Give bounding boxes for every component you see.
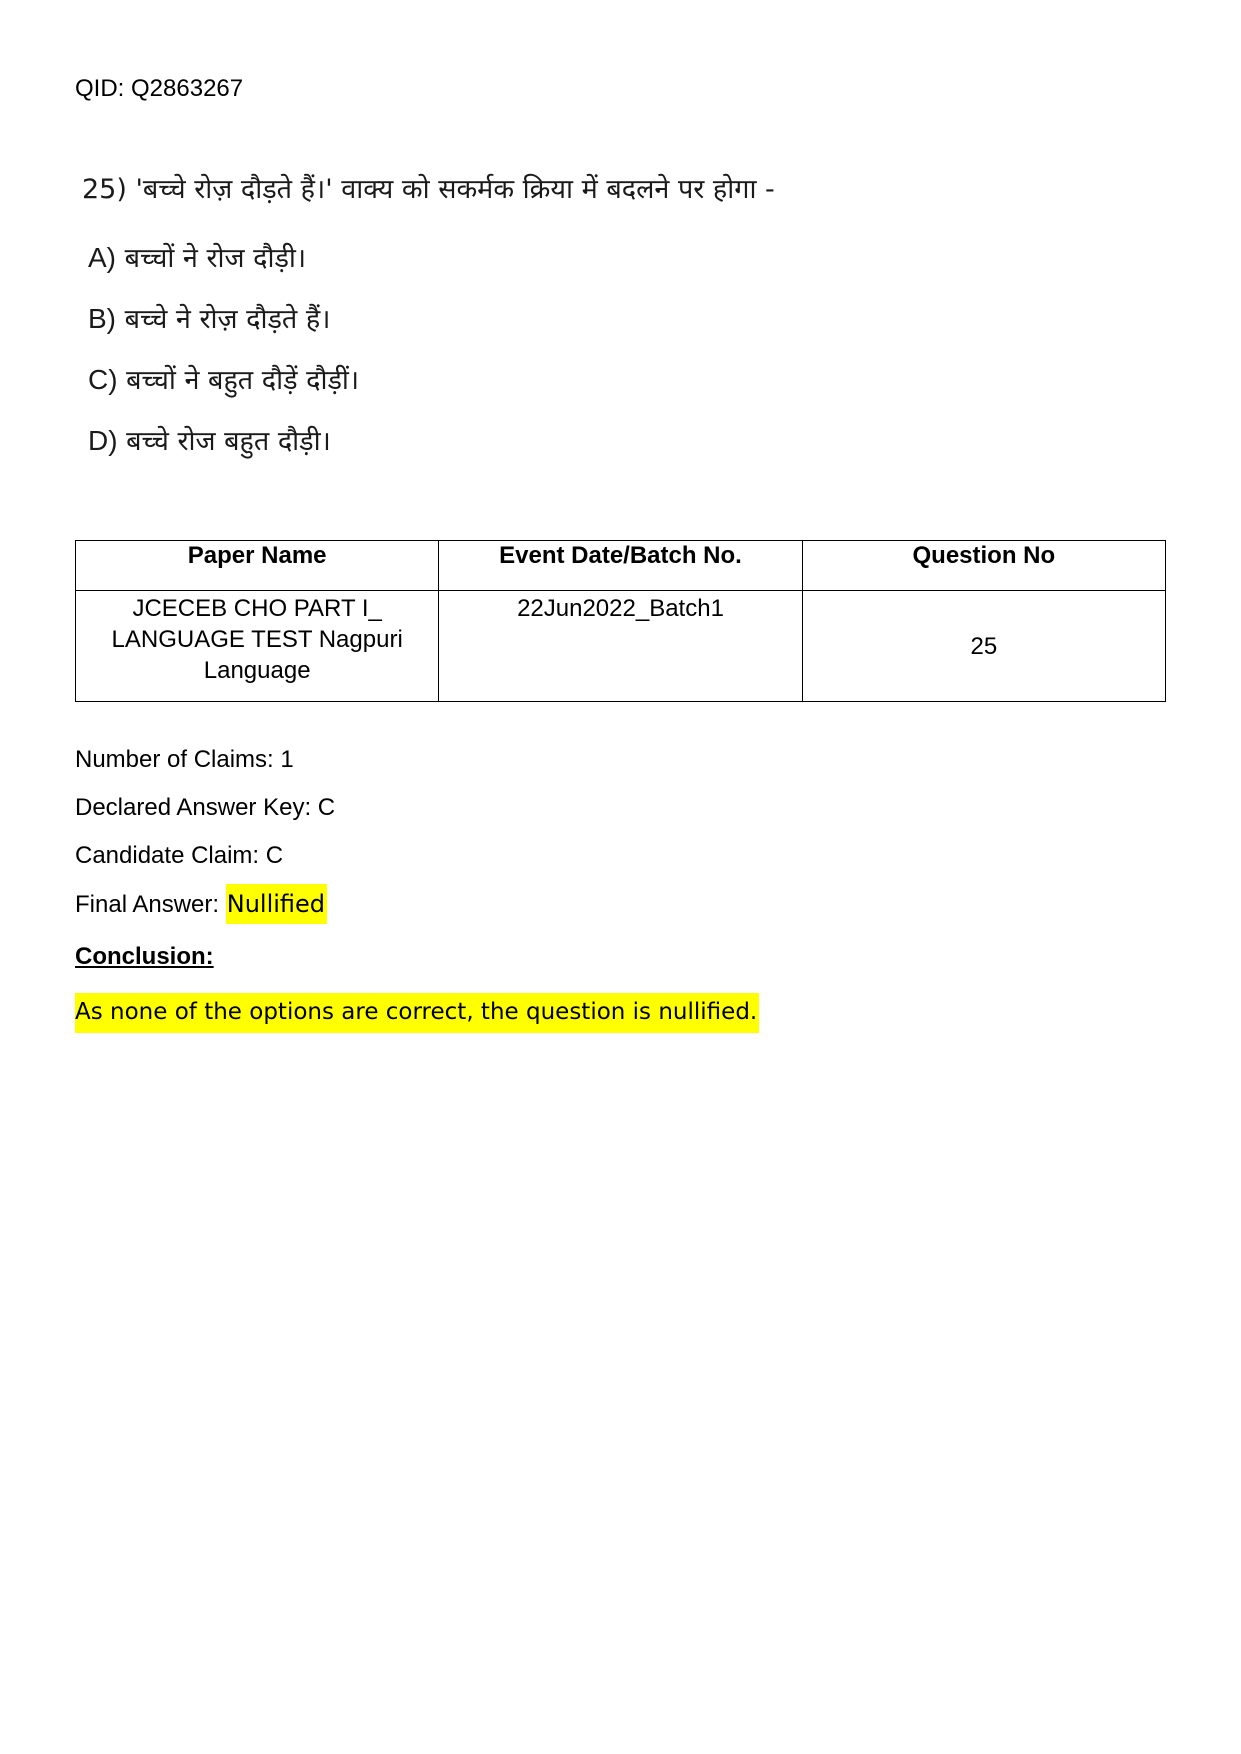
option-letter: A) (88, 242, 116, 273)
option-text: बच्चे रोज बहुत दौड़ी। (126, 426, 331, 457)
question-text: 25) 'बच्चे रोज़ दौड़ते हैं।' वाक्य को सकर्मक क्रिया में बदलने पर होगा - (82, 174, 775, 205)
cell-paper-name: JCECEB CHO PART I_ LANGUAGE TEST Nagpuri Language (76, 591, 439, 702)
cell-question-no: 25 (802, 591, 1165, 702)
final-answer (75, 889, 759, 937)
final-answer-label: Final Answer: (75, 891, 226, 918)
header-question-no: Question No (802, 541, 1165, 591)
paper-info-table (75, 540, 1166, 702)
question-block (82, 170, 775, 482)
declared-answer-key: Declared Answer Key: C (75, 794, 336, 821)
candidate-claim: Candidate Claim: C (75, 842, 284, 869)
table-row (76, 591, 1166, 702)
option-text: बच्चों ने बहुत दौड़ें दौड़ीं। (126, 365, 360, 396)
conclusion-label: Conclusion: (75, 943, 214, 970)
final-answer-value: Nullified (226, 884, 327, 924)
claims-section (75, 745, 759, 1033)
options-list (82, 238, 775, 482)
number-of-claims: Number of Claims: 1 (75, 746, 294, 773)
conclusion-text: As none of the options are correct, the question is nullified. (75, 993, 759, 1033)
option-c (82, 360, 775, 421)
option-letter: D) (88, 425, 118, 456)
option-text: बच्चे ने रोज़ दौड़ते हैं। (124, 304, 331, 335)
option-a (82, 238, 775, 299)
qid-label: QID: Q2863267 (75, 75, 244, 102)
table-header-row (76, 541, 1166, 591)
cell-event-date: 22Jun2022_Batch1 (439, 591, 802, 702)
option-letter: C) (88, 364, 118, 395)
option-b (82, 299, 775, 360)
header-paper-name: Paper Name (76, 541, 439, 591)
option-d (82, 421, 775, 482)
option-text: बच्चों ने रोज दौड़ी। (124, 243, 307, 274)
header-event-date: Event Date/Batch No. (439, 541, 802, 591)
option-letter: B) (88, 303, 116, 334)
